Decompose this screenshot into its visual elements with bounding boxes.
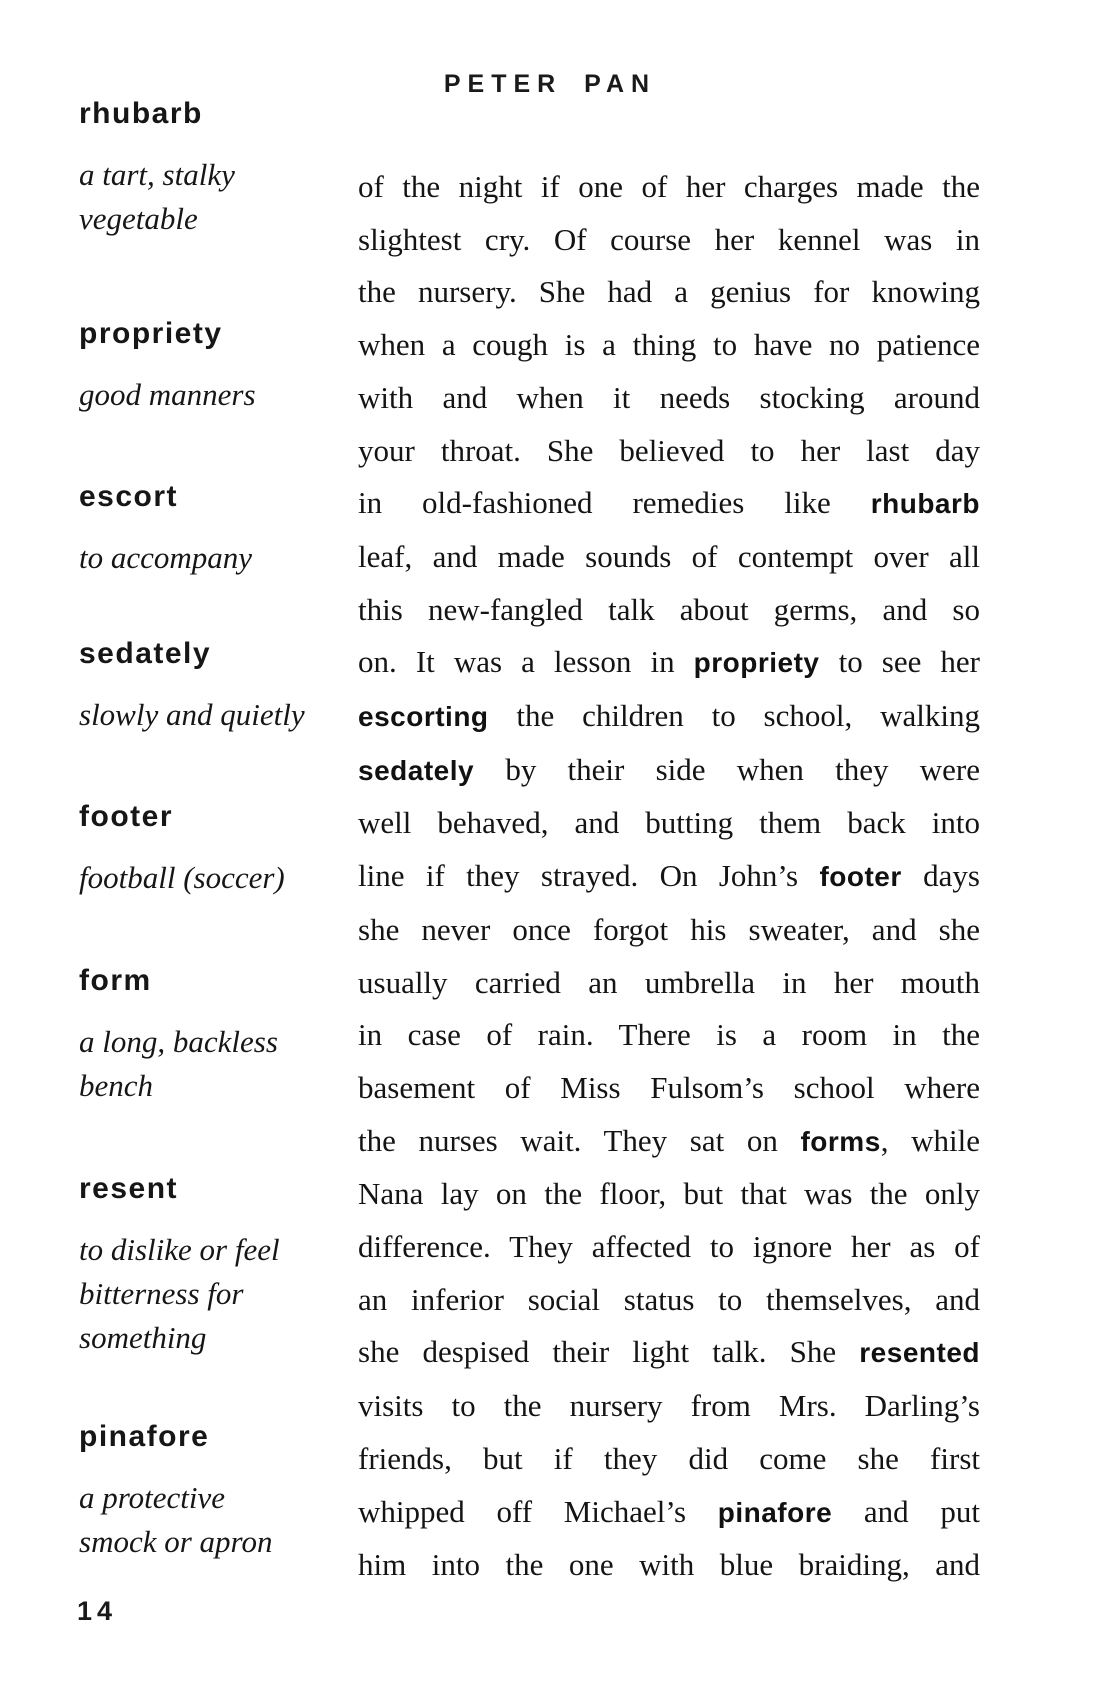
body-text-segment: and put xyxy=(832,1493,981,1529)
glossary-definition xyxy=(79,1228,334,1360)
glossary-term: propriety xyxy=(79,317,223,350)
vocab-word-bold: escorting xyxy=(358,701,489,733)
body-text-segment: she despised their light talk. She xyxy=(358,1334,860,1370)
body-text-segment: line if they strayed. On John’s xyxy=(358,858,820,894)
body-text-segment: the children to school, walking xyxy=(488,698,980,734)
body-text-line xyxy=(358,797,980,850)
body-text-line xyxy=(358,161,980,214)
body-text-line xyxy=(358,904,980,957)
glossary-definition xyxy=(79,693,334,737)
body-text-segment: an inferior social status to themselves, and xyxy=(358,1281,980,1317)
body-text-line xyxy=(358,214,980,267)
body-text-line xyxy=(358,1380,980,1433)
glossary-definition-line: something xyxy=(79,1320,207,1355)
glossary-definition-line: bitterness for xyxy=(79,1276,244,1311)
glossary-definition-line: a protective xyxy=(79,1480,226,1515)
body-text-line xyxy=(358,1274,980,1327)
body-text-line xyxy=(358,636,980,690)
body-text-segment: him into the one with blue braiding, and xyxy=(358,1547,980,1583)
body-text-segment: the nursery. She had a genius for knowing xyxy=(358,274,980,310)
glossary-term: rhubarb xyxy=(79,97,203,130)
glossary-definition xyxy=(79,1476,334,1564)
running-head-title: PETER PAN xyxy=(443,70,657,98)
glossary-term: footer xyxy=(79,800,173,833)
glossary-definition-line: good manners xyxy=(79,377,256,412)
glossary-entry xyxy=(79,315,334,417)
body-text-segment: difference. They affected to ignore her as of xyxy=(358,1229,980,1265)
body-text-line xyxy=(358,319,980,372)
glossary-term: form xyxy=(79,964,152,997)
body-text-line xyxy=(358,1539,980,1592)
body-text-line xyxy=(358,1433,980,1486)
body-text-segment: with and when it needs stocking around xyxy=(358,379,980,415)
body-text-segment: leaf, and made sounds of contempt over all xyxy=(358,538,980,574)
body-text-line xyxy=(358,531,980,584)
body-text-segment: in old-fashioned remedies like xyxy=(358,485,871,521)
glossary-entry xyxy=(79,798,334,900)
glossary-definition xyxy=(79,373,334,417)
body-text-segment: on. It was a lesson in xyxy=(358,644,694,680)
glossary-definition-line: smock or apron xyxy=(79,1524,273,1559)
body-text-segment: by their side when they were xyxy=(474,751,980,787)
glossary-definition-line: vegetable xyxy=(79,201,198,236)
vocab-word-bold: propriety xyxy=(693,647,820,679)
body-text-segment: of the night if one of her charges made the xyxy=(358,169,980,204)
body-text-line xyxy=(358,372,980,425)
glossary xyxy=(79,0,334,1700)
body-text-line xyxy=(358,1009,980,1062)
body-text-line xyxy=(358,584,980,637)
body-text-line xyxy=(358,266,980,319)
vocab-word-bold: rhubarb xyxy=(870,488,980,520)
body-text-line xyxy=(358,1062,980,1115)
glossary-term: resent xyxy=(79,1172,179,1205)
body-text-segment: the nurses wait. They sat on xyxy=(358,1122,801,1158)
body-text-segment: days xyxy=(901,858,980,894)
glossary-definition xyxy=(79,856,334,900)
body-text-line xyxy=(358,850,980,904)
glossary-definition xyxy=(79,536,334,580)
body-text-segment: slightest cry. Of course her kennel was in xyxy=(358,221,980,257)
body-text-line xyxy=(358,477,980,531)
body-text-segment: to see her xyxy=(819,644,980,680)
body-text-segment: in case of rain. There is a room in the xyxy=(358,1017,980,1053)
body-text-line xyxy=(358,1486,980,1540)
body-text-segment: usually carried an umbrella in her mouth xyxy=(358,964,980,1000)
glossary-definition-line: a long, backless xyxy=(79,1024,278,1059)
page-number: 14 xyxy=(77,1596,118,1626)
body-text-segment: basement of Miss Fulsom’s school where xyxy=(358,1069,980,1105)
glossary-definition-line: to dislike or feel xyxy=(79,1232,280,1267)
glossary-entry xyxy=(79,635,334,737)
body-text-line xyxy=(358,1326,980,1380)
body-text-segment: this new-fangled talk about germs, and so xyxy=(358,591,980,627)
glossary-definition-line: slowly and quietly xyxy=(79,697,305,732)
glossary-definition-line: bench xyxy=(79,1068,154,1103)
body-text-segment: Nana lay on the floor, but that was the only xyxy=(358,1176,980,1212)
body-text-line xyxy=(358,1168,980,1221)
glossary-entry xyxy=(79,962,334,1108)
body-text-column xyxy=(358,161,980,1592)
body-text-line xyxy=(358,744,980,798)
body-text-segment: friends, but if they did come she first xyxy=(358,1440,980,1476)
body-text-segment: , while xyxy=(880,1122,981,1158)
body-text-line xyxy=(358,1115,980,1169)
body-text-line xyxy=(358,957,980,1010)
body-text-segment: she never once forgot his sweater, and she xyxy=(358,911,980,947)
glossary-term: sedately xyxy=(79,637,212,670)
body-text-segment: whipped off Michael’s xyxy=(358,1493,718,1529)
body-text-segment: visits to the nursery from Mrs. Darling’s xyxy=(358,1388,980,1424)
vocab-word-bold: resented xyxy=(859,1337,980,1369)
glossary-definition-line: to accompany xyxy=(79,540,253,575)
body-text-line xyxy=(358,1221,980,1274)
vocab-word-bold: sedately xyxy=(358,754,475,786)
glossary-entry xyxy=(79,1418,334,1564)
glossary-entry xyxy=(79,478,334,580)
glossary-definition-line: football (soccer) xyxy=(79,860,285,895)
body-text-segment: when a cough is a thing to have no patience xyxy=(358,327,980,363)
glossary-term: pinafore xyxy=(79,1420,210,1453)
glossary-definition xyxy=(79,1020,334,1108)
vocab-word-bold: footer xyxy=(819,861,902,893)
body-text-line xyxy=(358,690,980,744)
vocab-word-bold: forms xyxy=(800,1125,881,1157)
glossary-term: escort xyxy=(79,480,179,513)
vocab-word-bold: pinafore xyxy=(717,1496,833,1528)
body-text-line xyxy=(358,425,980,478)
glossary-entry xyxy=(79,95,334,241)
glossary-definition xyxy=(79,153,334,241)
glossary-definition-line: a tart, stalky xyxy=(79,157,235,192)
glossary-entry xyxy=(79,1170,334,1360)
body-text-segment: your throat. She believed to her last day xyxy=(358,432,980,468)
body-text-segment: well behaved, and butting them back into xyxy=(358,805,980,841)
